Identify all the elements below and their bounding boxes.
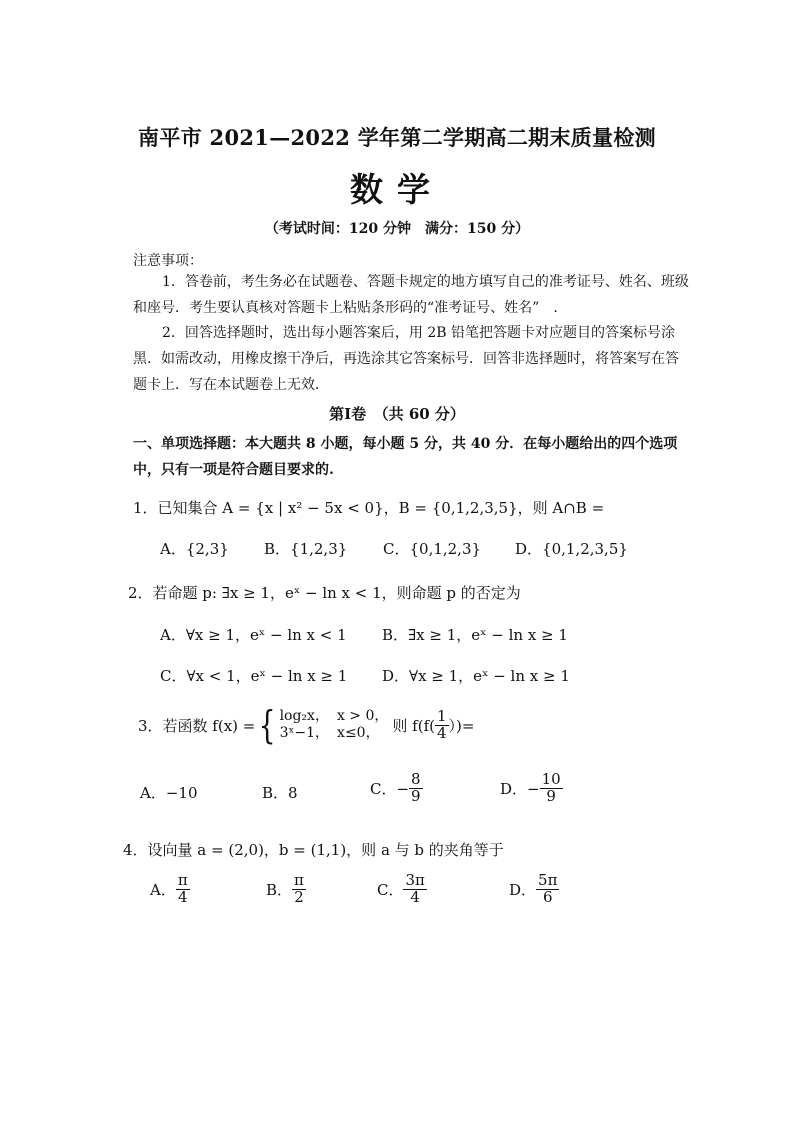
question-3-option-a: A．−10 <box>140 784 198 802</box>
question-3-fraction <box>435 706 449 742</box>
fraction-denominator: 4 <box>410 887 420 906</box>
question-1-option-d: D．{0,1,2,3,5} <box>515 540 628 558</box>
fraction-numerator: 8 <box>411 770 421 788</box>
question-3-option-d <box>500 772 563 805</box>
option-b-label: B． <box>266 880 293 899</box>
piecewise-case-2 <box>280 725 389 743</box>
case-1-condition: x > 0， <box>336 707 389 724</box>
fraction-denominator: 4 <box>178 887 188 906</box>
note-2-line-3: 题卡上．写在本试题卷上无效． <box>133 377 329 393</box>
exam-title: 南平市 2021—2022 学年第二学期高二期末质量检测 <box>138 125 656 150</box>
case-2-expression: 3ˣ−1， <box>279 725 330 741</box>
question-1-option-b: B．{1,2,3} <box>264 540 348 558</box>
option-c-fraction <box>403 873 426 906</box>
fraction-denominator: 6 <box>542 887 553 906</box>
fraction-numerator: 10 <box>541 770 561 788</box>
fraction-numerator: 3π <box>405 871 425 889</box>
question-4-option-c <box>377 873 427 906</box>
piecewise-cases <box>280 708 389 743</box>
question-2-option-c: C．∀x < 1，eˣ − ln x ≥ 1 <box>160 667 348 685</box>
left-brace-icon: { <box>259 703 276 747</box>
question-4-option-d <box>509 873 559 906</box>
option-c-label: C．− <box>370 779 410 798</box>
note-2-line-2: 黑．如需改动，用橡皮擦干净后，再选涂其它答案标号．回答非选择题时，将答案写在答 <box>133 351 679 367</box>
question-2-option-a: A．∀x ≥ 1，eˣ − ln x < 1 <box>160 626 347 644</box>
option-a-label: A． <box>150 880 176 899</box>
question-2-option-d: D．∀x ≥ 1，eˣ − ln x ≥ 1 <box>382 667 570 685</box>
option-c-fraction <box>409 772 423 805</box>
option-d-label: D． <box>509 880 537 899</box>
section-instruction-line-1: 一、单项选择题：本大题共 8 小题，每小题 5 分，共 40 分．在每小题给出的四个选项 <box>133 436 678 452</box>
case-1-expression: log₂x， <box>279 707 329 724</box>
notes-heading: 注意事项： <box>133 253 203 269</box>
question-4-option-a <box>150 873 190 906</box>
option-a-fraction <box>176 873 190 906</box>
fraction-numerator: π <box>294 871 304 889</box>
question-3-suffix-a: 则 f(f( <box>392 716 435 735</box>
section-instruction-line-2: 中，只有一项是符合题目要求的. <box>133 462 334 478</box>
question-3-option-c <box>370 772 423 805</box>
note-2-line-1: 2．回答选择题时，选出每小题答案后，用 2B 铅笔把答题卡对应题目的答案标号涂 <box>162 325 676 341</box>
question-4-stem: 4．设向量 a = (2,0)，b = (1,1)，则 a 与 b 的夹角等于 <box>123 841 504 859</box>
question-1-option-a: A．{2,3} <box>160 540 229 558</box>
option-d-fraction <box>540 772 563 805</box>
question-3-stem <box>138 703 475 747</box>
fraction-denominator: 2 <box>294 887 304 906</box>
option-b-fraction <box>292 873 306 906</box>
piecewise-case-1 <box>280 708 389 726</box>
exam-time-score: （考试时间：120 分钟 满分：150 分） <box>264 221 530 237</box>
question-3-stem-prefix: 3．若函数 f(x) = <box>138 716 256 735</box>
question-4-option-b <box>266 873 306 906</box>
fraction-numerator: 1 <box>436 706 447 725</box>
fraction-denominator: 9 <box>411 786 421 805</box>
option-d-label: D．− <box>500 779 540 798</box>
fraction-numerator: 5π <box>538 871 558 889</box>
question-1-option-c: C．{0,1,2,3} <box>383 540 482 558</box>
option-c-label: C． <box>377 880 404 899</box>
subject-title: 数学 <box>350 170 444 209</box>
fraction-denominator: 9 <box>546 786 556 805</box>
fraction-denominator: 4 <box>436 723 447 742</box>
note-1-line-1: 1．答卷前，考生务必在试题卷、答题卡规定的地方填写自己的准考证号、姓名、班级 <box>162 274 689 290</box>
question-3-suffix-b: ）)= <box>448 716 475 735</box>
fraction-numerator: π <box>177 871 188 889</box>
question-2-stem: 2．若命题 p: ∃x ≥ 1，eˣ − ln x < 1，则命题 p 的否定为 <box>128 584 521 602</box>
case-2-condition: x≤0， <box>337 725 380 741</box>
section-title: 第Ⅰ卷 （共 60 分） <box>329 405 465 423</box>
question-1-stem: 1．已知集合 A = {x | x² − 5x < 0}，B = {0,1,2,3,5}，则 A∩B = <box>133 499 605 517</box>
question-3-option-b: B．8 <box>262 784 298 802</box>
note-1-line-2: 和座号．考生要认真核对答题卡上粘贴条形码的“准考证号、姓名” ． <box>133 300 568 316</box>
option-d-fraction <box>536 873 559 906</box>
question-2-option-b: B．∃x ≥ 1，eˣ − ln x ≥ 1 <box>382 626 568 644</box>
